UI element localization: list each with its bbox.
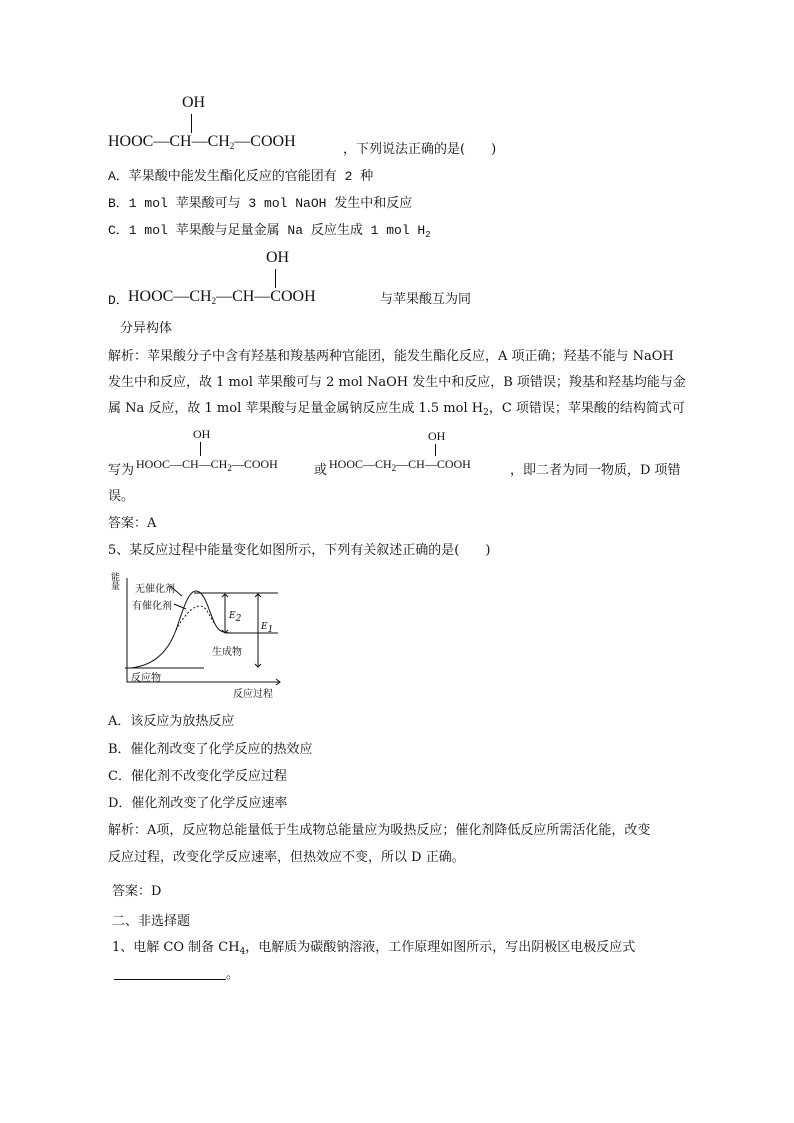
- answer-q4: 答案：A: [108, 516, 157, 531]
- option-c: C．催化剂不改变化学反应过程: [108, 769, 287, 784]
- e1-label: $E_1$: [261, 622, 274, 635]
- analysis-line: 反应过程，改变化学反应速率，但热效应不变，所以 D 正确。: [108, 850, 465, 865]
- hydroxyl-label: OH: [182, 94, 206, 111]
- bond-line: [435, 444, 436, 456]
- analysis-text: 写为: [108, 463, 135, 478]
- option-d-label: D．: [108, 293, 129, 308]
- e2-label: $E_2$: [229, 611, 242, 624]
- bond-line: [191, 114, 192, 133]
- reactant-label: 反应物: [131, 673, 161, 684]
- uncatalyzed-label: 无催化剂: [135, 584, 175, 595]
- option-b: B．催化剂改变了化学反应的热效应: [108, 742, 313, 757]
- question-1-stem: 1、电解 CO 制备 $CH_4$，电解质为碳酸钠溶液，工作原理如图所示，写出阴极区电极反应式: [112, 940, 636, 957]
- energy-diagram: [108, 572, 288, 700]
- analysis-text: 或: [314, 463, 328, 478]
- product-label: 生成物: [212, 647, 242, 658]
- hydroxyl-label: OH: [193, 427, 211, 441]
- analysis-text: ，即二者为同一物质，D 项错: [510, 463, 681, 478]
- question-5-stem: 5、某反应过程中能量变化如图所示，下列有关叙述正确的是( ): [108, 543, 491, 558]
- answer-q5: 答案：D: [112, 884, 162, 899]
- y-axis-label: 能量: [111, 573, 121, 592]
- option-c: C．1 mol 苹果酸与足量金属 Na 反应生成 1 mol $H_2$: [108, 223, 431, 240]
- hydroxyl-label: OH: [428, 429, 446, 443]
- answer-blank: [114, 979, 226, 980]
- option-d-text: 与苹果酸互为同: [380, 292, 472, 307]
- isomer-formula: $HOOC—CH_2—CH—COOH$: [128, 288, 316, 306]
- option-d-text-cont: 分异构体: [120, 321, 173, 336]
- option-a: A．苹果酸中能发生酯化反应的官能团有 2 种: [108, 169, 374, 184]
- option-b: B．1 mol 苹果酸可与 3 mol NaOH 发生中和反应: [108, 196, 413, 211]
- malic-acid-formula: $HOOC—CH—CH_2—COOH$: [108, 133, 296, 151]
- section-title: 二、非选择题: [112, 914, 191, 929]
- formula-2: $HOOC—CH_2—CH—COOH$: [329, 457, 471, 473]
- option-d: D．催化剂改变了化学反应速率: [108, 796, 288, 811]
- bond-line: [275, 269, 276, 288]
- formula-1: $HOOC—CH—CH_2—COOH$: [136, 457, 278, 473]
- x-axis-label: 反应过程: [233, 689, 273, 700]
- period-mark: 。: [226, 967, 240, 982]
- question-4-stem: ，下列说法正确的是( ): [343, 142, 497, 157]
- option-a: A．该反应为放热反应: [108, 714, 235, 729]
- analysis-line: 解析：苹果酸分子中含有羟基和羧基两种官能团，能发生酯化反应，A 项正确；羟基不能与 NaOH: [108, 349, 674, 364]
- analysis-text: 误。: [108, 489, 135, 504]
- catalyzed-label: 有催化剂: [132, 601, 172, 612]
- hydroxyl-label: OH: [266, 249, 290, 266]
- analysis-line: 属 Na 反应，故 1 mol 苹果酸与足量金属钠反应生成 1.5 mol $H_2$，C 项错误；苹果酸的结构简式可: [108, 401, 685, 418]
- bond-line: [200, 442, 201, 456]
- analysis-line: 解析：A项，反应物总能量低于生成物总能量应为吸热反应；催化剂降低反应所需活化能，改变: [108, 823, 651, 838]
- analysis-line: 发生中和反应，故 1 mol 苹果酸可与 2 mol NaOH 发生中和反应，B 项错误；羧基和羟基均能与金: [108, 375, 686, 390]
